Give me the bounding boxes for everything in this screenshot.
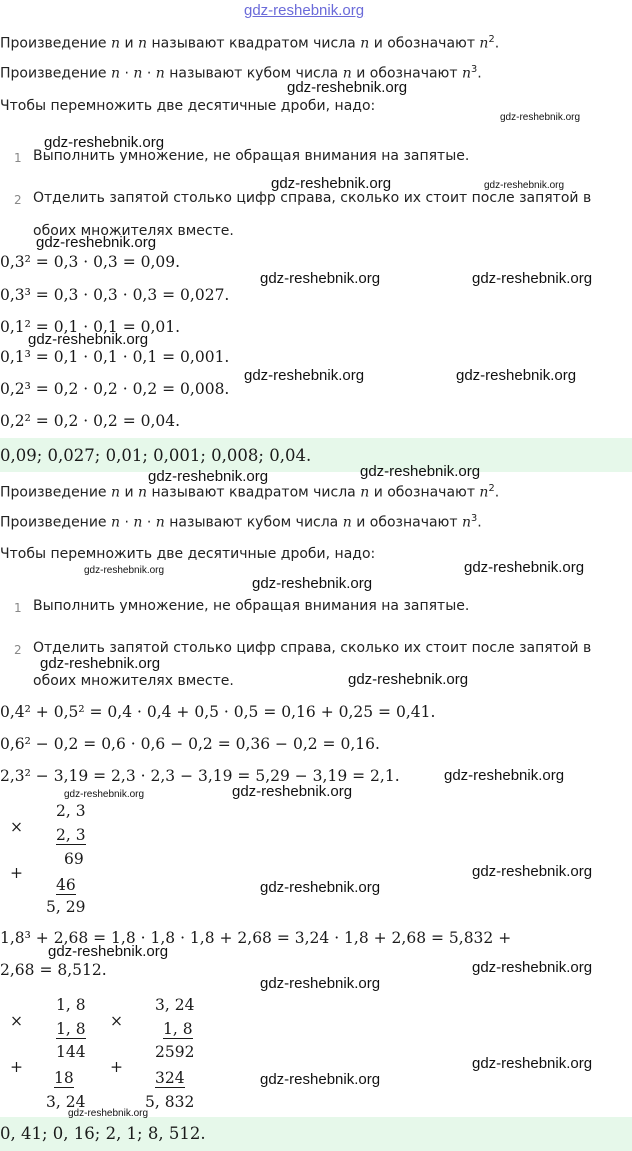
equation: 0,3³ = 0,3 · 0,3 · 0,3 = 0,027. xyxy=(0,286,230,304)
step-number: 1 xyxy=(14,151,22,165)
watermark: gdz-reshebnik.org xyxy=(271,175,392,192)
def-text: называют кубом числа xyxy=(169,65,339,82)
column-partial: 2592 xyxy=(155,1043,195,1061)
equation: 2,3² − 3,19 = 2,3 · 2,3 − 3,19 = 5,29 − 3,19 = 2,1. xyxy=(0,767,400,785)
def-text: и обозначают xyxy=(356,65,458,82)
def-text: Произведение xyxy=(0,484,107,501)
definition-square: Произведение n и n называют квадратом числа n и обозначают $n^2$. xyxy=(0,483,500,501)
times-sign: × xyxy=(10,818,23,836)
def-text: называют квадратом числа xyxy=(151,35,356,52)
watermark: gdz-reshebnik.org xyxy=(472,1055,593,1072)
column-partial: 144 xyxy=(56,1043,86,1061)
column-partial: 46 xyxy=(56,876,76,894)
equation: 2,68 = 8,512. xyxy=(0,961,107,979)
def-text: Произведение xyxy=(0,514,107,531)
watermark: gdz-reshebnik.org xyxy=(36,234,157,251)
equation: 1,8³ + 2,68 = 1,8 · 1,8 · 1,8 + 2,68 = 3,24 · 1,8 + 2,68 = 5,832 + xyxy=(0,929,512,947)
column-result: 5, 29 xyxy=(46,898,86,916)
watermark-top-link[interactable]: gdz-reshebnik.org xyxy=(244,2,365,19)
equation: 0,6² − 0,2 = 0,6 · 0,6 − 0,2 = 0,36 − 0,2 = 0,16. xyxy=(0,735,380,753)
def-text: Произведение xyxy=(0,35,107,52)
rule-intro: Чтобы перемножить две десятичные дроби, надо: xyxy=(0,546,376,562)
watermark: gdz-reshebnik.org xyxy=(260,879,381,896)
plus-sign: + xyxy=(110,1058,123,1076)
definition-cube: Произведение n · n · n называют кубом числа n и обозначают $n^3$. xyxy=(0,513,482,531)
equation: 0,1³ = 0,1 · 0,1 · 0,1 = 0,001. xyxy=(0,348,230,366)
step-text: Отделить запятой столько цифр справа, сколько их стоит после запятой в xyxy=(33,640,592,656)
column-partial: 18 xyxy=(54,1069,74,1087)
def-text: и xyxy=(124,484,134,501)
watermark: gdz-reshebnik.org xyxy=(348,671,469,688)
watermark: gdz-reshebnik.org xyxy=(148,468,269,485)
step-text: обоих множителях вместе. xyxy=(33,673,234,689)
watermark: gdz-reshebnik.org xyxy=(28,331,149,348)
watermark: gdz-reshebnik.org xyxy=(232,783,353,800)
answer: 0, 41; 0, 16; 2, 1; 8, 512. xyxy=(0,1124,206,1143)
watermark: gdz-reshebnik.org xyxy=(444,767,565,784)
watermark: gdz-reshebnik.org xyxy=(260,975,381,992)
column-result: 5, 832 xyxy=(145,1093,195,1111)
watermark: gdz-reshebnik.org xyxy=(252,575,373,592)
step-number: 1 xyxy=(14,601,22,615)
def-text: Произведение xyxy=(0,65,107,82)
step-number: 2 xyxy=(14,643,22,657)
answer: 0,09; 0,027; 0,01; 0,001; 0,008; 0,04. xyxy=(0,446,312,465)
step-text: обоих множителях вместе. xyxy=(33,223,234,239)
plus-sign: + xyxy=(10,1058,23,1076)
equation: 0,4² + 0,5² = 0,4 · 0,4 + 0,5 · 0,5 = 0,16 + 0,25 = 0,41. xyxy=(0,703,436,721)
column-partial: 324 xyxy=(155,1069,185,1087)
watermark: gdz-reshebnik.org xyxy=(472,959,593,976)
column-operand: 1, 8 xyxy=(56,1020,86,1038)
column-operand: 1, 8 xyxy=(56,996,86,1014)
watermark: gdz-reshebnik.org xyxy=(44,134,165,151)
watermark: gdz-reshebnik.org xyxy=(68,1108,149,1119)
watermark: gdz-reshebnik.org xyxy=(287,79,408,96)
watermark: gdz-reshebnik.org xyxy=(360,463,481,480)
plus-sign: + xyxy=(10,864,23,882)
step-number: 2 xyxy=(14,193,22,207)
def-text: и xyxy=(124,35,134,52)
equation: 0,1² = 0,1 · 0,1 = 0,01. xyxy=(0,318,181,336)
watermark: gdz-reshebnik.org xyxy=(472,863,593,880)
watermark: gdz-reshebnik.org xyxy=(500,112,581,123)
definition-square: Произведение n и n называют квадратом числа n и обозначают $n^2$. xyxy=(0,34,500,52)
times-sign: × xyxy=(10,1012,23,1030)
column-operand: 3, 24 xyxy=(155,996,195,1014)
equation: 0,2² = 0,2 · 0,2 = 0,04. xyxy=(0,412,181,430)
watermark: gdz-reshebnik.org xyxy=(64,789,145,800)
watermark: gdz-reshebnik.org xyxy=(472,270,593,287)
watermark: gdz-reshebnik.org xyxy=(260,1071,381,1088)
def-text: и обозначают xyxy=(373,35,475,52)
watermark: gdz-reshebnik.org xyxy=(244,367,365,384)
column-operand: 2, 3 xyxy=(56,802,86,820)
definition-cube: Произведение n · n · n называют кубом числа n и обозначают $n^3$. xyxy=(0,64,482,82)
watermark: gdz-reshebnik.org xyxy=(40,655,161,672)
equation: 0,3² = 0,3 · 0,3 = 0,09. xyxy=(0,253,181,271)
column-partial: 69 xyxy=(64,850,84,868)
def-text: и обозначают xyxy=(356,514,458,531)
def-text: и обозначают xyxy=(373,484,475,501)
watermark: gdz-reshebnik.org xyxy=(48,943,169,960)
def-text: называют кубом числа xyxy=(169,514,339,531)
watermark: gdz-reshebnik.org xyxy=(464,559,585,576)
column-result: 3, 24 xyxy=(46,1093,86,1111)
watermark: gdz-reshebnik.org xyxy=(84,565,165,576)
watermark: gdz-reshebnik.org xyxy=(484,180,565,191)
equation: 0,2³ = 0,2 · 0,2 · 0,2 = 0,008. xyxy=(0,380,230,398)
times-sign: × xyxy=(110,1012,123,1030)
def-text: называют квадратом числа xyxy=(151,484,356,501)
column-operand: 2, 3 xyxy=(56,826,86,844)
watermark: gdz-reshebnik.org xyxy=(260,270,381,287)
step-text: Отделить запятой столько цифр справа, сколько их стоит после запятой в xyxy=(33,190,592,206)
rule-intro: Чтобы перемножить две десятичные дроби, надо: xyxy=(0,98,376,114)
step-text: Выполнить умножение, не обращая внимания на запятые. xyxy=(33,148,470,164)
watermark: gdz-reshebnik.org xyxy=(456,367,577,384)
step-text: Выполнить умножение, не обращая внимания на запятые. xyxy=(33,598,470,614)
column-operand: 1, 8 xyxy=(163,1020,193,1038)
